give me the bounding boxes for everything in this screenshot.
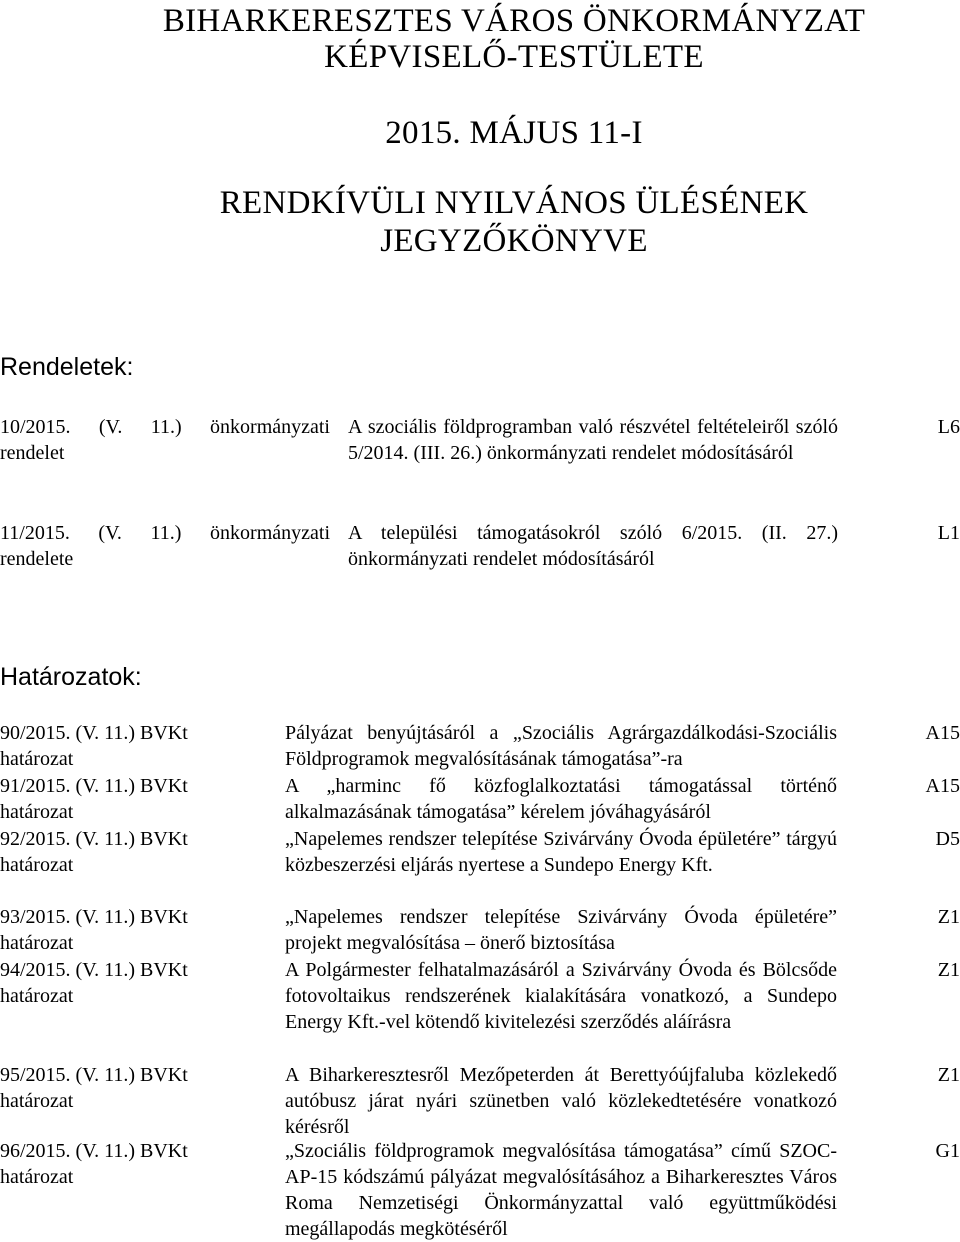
hatarozat-id-line-2: határozat (0, 985, 74, 1007)
hatarozat-id (0, 1138, 330, 1190)
hatarozat-id (0, 826, 330, 878)
hatarozat-code: Z1 (937, 906, 960, 928)
hatarozat-id-line-2: határozat (0, 1090, 74, 1112)
hatarozat-id-line-1: 96/2015. (V. 11.) BVKt (0, 1140, 188, 1162)
rendelet-id-line-1: 11/2015. (V. 11.) önkormányzati (0, 522, 330, 544)
hatarozat-description: Pályázat benyújtásáról a „Szociális Agrárgazdálkodási-Szociális Földprogramok megvalósításának támogatása”-ra (285, 722, 837, 770)
hatarozat-code: Z1 (937, 1064, 960, 1086)
hatarozat-id-line-2: határozat (0, 932, 74, 954)
document-title-line-1: BIHARKERESZTES VÁROS ÖNKORMÁNYZAT (162, 3, 866, 39)
rendelet-id (0, 520, 330, 572)
rendelet-id-line-2: rendelete (0, 548, 74, 570)
meeting-date: 2015. MÁJUS 11-I (385, 115, 643, 151)
hatarozatok-heading: Határozatok: (0, 663, 142, 691)
hatarozat-id-line-1: 92/2015. (V. 11.) BVKt (0, 828, 188, 850)
hatarozat-id-line-1: 94/2015. (V. 11.) BVKt (0, 959, 188, 981)
rendeletek-heading: Rendeletek: (0, 353, 134, 381)
hatarozat-id-line-1: 93/2015. (V. 11.) BVKt (0, 906, 188, 928)
hatarozat-id-line-2: határozat (0, 854, 74, 876)
hatarozat-id-line-1: 95/2015. (V. 11.) BVKt (0, 1064, 188, 1086)
hatarozat-id (0, 1062, 330, 1114)
hatarozat-description: A Polgármester felhatalmazásáról a Szivárvány Óvoda és Bölcsőde fotovoltaikus rendszerének kialakítására vonatkozó, a Sundepo Energy Kft.-vel kötendő kivitelezési szerződés aláírásra (285, 959, 837, 1033)
rendelet-description: A szociális földprogramban való részvétel feltételeiről szóló 5/2014. (III. 26.) önkormányzati rendelet módosításáról (348, 416, 838, 464)
rendelet-description: A települési támogatásokról szóló 6/2015. (II. 27.) önkormányzati rendelet módosításáról (348, 522, 838, 570)
session-type-line-1: RENDKÍVÜLI NYILVÁNOS ÜLÉSÉNEK (219, 185, 809, 221)
hatarozat-description: „Szociális földprogramok megvalósítása támogatása” című SZOC-AP-15 kódszámú pályázat megvalósításához a Biharkeresztes Város Roma Nemzetiségi Önkormányzattal való együttműködési megállapodás megkötéséről (285, 1140, 837, 1240)
rendelet-code: L6 (937, 416, 960, 438)
hatarozat-description: „Napelemes rendszer telepítése Szivárvány Óvoda épületére” tárgyú közbeszerzési eljárás nyertese a Sundepo Energy Kft. (285, 828, 837, 876)
rendelet-id-line-2: rendelet (0, 442, 65, 464)
hatarozat-description: A Biharkeresztesről Mezőpeterden át Berettyóújfaluba közlekedő autóbusz járat nyári szünetben való közlekedtetésére vonatkozó kérésről (285, 1064, 837, 1138)
session-type-line-2: JEGYZŐKÖNYVE (380, 223, 648, 259)
hatarozat-id-line-2: határozat (0, 801, 74, 823)
hatarozat-description: A „harminc fő közfoglalkoztatási támogatással történő alkalmazásának támogatása” kérelem jóváhagyásáról (285, 775, 837, 823)
rendelet-code: L1 (937, 522, 960, 544)
hatarozat-code: Z1 (937, 959, 960, 981)
document-title-line-2: KÉPVISELŐ-TESTÜLETE (324, 39, 704, 75)
hatarozat-id (0, 957, 330, 1009)
hatarozat-id-line-2: határozat (0, 1166, 74, 1188)
hatarozat-id-line-1: 90/2015. (V. 11.) BVKt (0, 722, 188, 744)
hatarozat-id-line-1: 91/2015. (V. 11.) BVKt (0, 775, 188, 797)
hatarozat-code: G1 (935, 1140, 960, 1162)
hatarozat-description: „Napelemes rendszer telepítése Szivárvány Óvoda épületére” projekt megvalósítása – önerő biztosítása (285, 906, 837, 954)
hatarozat-code: D5 (935, 828, 960, 850)
rendelet-id (0, 414, 330, 466)
hatarozat-code: A15 (925, 775, 960, 797)
hatarozat-id-line-2: határozat (0, 748, 74, 770)
rendelet-id-line-1: 10/2015. (V. 11.) önkormányzati (0, 416, 330, 438)
hatarozat-id (0, 773, 330, 825)
hatarozat-id (0, 720, 330, 772)
hatarozat-id (0, 904, 330, 956)
hatarozat-code: A15 (925, 722, 960, 744)
